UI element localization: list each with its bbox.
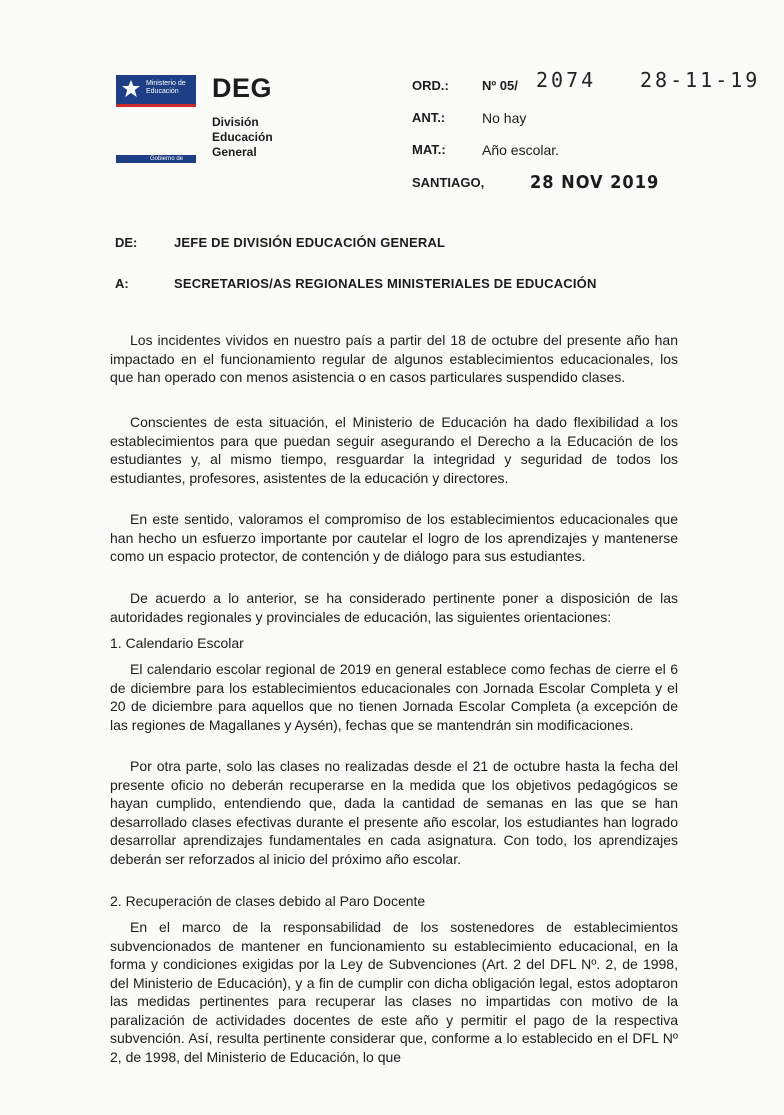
paragraph-2: Conscientes de esta situación, el Ministerio de Educación ha dado flexibilidad a los establecimientos para que puedan seguir asegurando el Derecho a la Educación de los estudiantes y, al mismo tiempo, resguardar la integridad y seguridad de todos los estudiantes, profesores, asistentes de la educación y directores. [110, 414, 678, 486]
to-label: A: [115, 276, 129, 291]
mat-value: Año escolar. [482, 142, 560, 158]
ministry-line2: Educación [146, 88, 179, 95]
ord-number-handwritten: 2074 [536, 68, 597, 92]
ant-value: No hay [482, 110, 527, 126]
to-value: SECRETARIOS/AS REGIONALES MINISTERIALES DE EDUCACIÓN [174, 276, 597, 291]
paragraph-7: En el marco de la responsabilidad de los sostenedores de establecimientos subvencionados de mantener en funcionamiento su establecimiento educacional, en la forma y condiciones exigidas por la Ley de Subvenciones (Art. 2 del DFL Nº. 2, de 1998, del Ministerio de Educación), y a fin de cumplir con dicha obligación legal, estos adoptaron las medidas pertinentes para recuperar las clases no impartidas con motivo de la paralización de actividades docentes de este año y permitir el pago de la respectiva subvención. Así, resulta pertinente considerar que, conforme a lo establecido en el DFL Nº 2, de 1998, del Ministerio de Educación, lo que [110, 919, 678, 1065]
division-name [212, 115, 273, 160]
ord-value: Nº 05/ [482, 78, 518, 93]
coat-of-arms-icon [121, 79, 141, 99]
paragraph-3: En este sentido, valoramos el compromiso de los establecimientos educacionales que han hecho un esfuerzo importante por cautelar el logro de los aprendizajes y mantenerse como un espacio protector, de contención y de diálogo para sus estudiantes. [110, 511, 678, 564]
from-value: JEFE DE DIVISIÓN EDUCACIÓN GENERAL [174, 235, 446, 250]
division-line2: Educación [212, 130, 273, 144]
paragraph-6: Por otra parte, solo las clases no realizadas desde el 21 de octubre hasta la fecha del presente oficio no deberán recuperarse en la medida que los objetivos pedagógicos se hayan cumplido, entendiendo que, dada la cantidad de semanas en las que se han desarrollado clases efectivas durante el presente año escolar, los estudiantes han logrado desarrollar aprendizajes fundamentales en cada asignatura. Con todo, los aprendizajes deberán ser reforzados al inicio del próximo año escolar. [110, 758, 678, 867]
ord-date-handwritten: 28-11-19 [640, 68, 761, 92]
division-line3: General [212, 145, 257, 159]
deg-title: DEG [212, 73, 273, 103]
from-label: DE: [115, 235, 138, 250]
ministry-logo [116, 75, 196, 170]
logo-blue-band [116, 75, 196, 104]
paragraph-1: Los incidentes vividos en nuestro país a partir del 18 de octubre del presente año han impactado en el funcionamiento regular de algunos establecimientos educacionales, los que han operado con menos asistencia o en casos particulares suspendido clases. [110, 332, 678, 385]
paragraph-5: El calendario escolar regional de 2019 en general establece como fechas de cierre el 6 de diciembre para los establecimientos educacionales con Jornada Escolar Completa y el 20 de diciembre para aquellos que no tienen Jornada Escolar Completa (a excepción de las regiones de Magallanes y Aysén), fechas que se mantendrán sin modificaciones. [110, 661, 678, 733]
gov-text: Gobierno de Chile [150, 156, 184, 170]
paragraph-4: De acuerdo a lo anterior, se ha considerado pertinente poner a disposición de las autoridades regionales y provinciales de educación, las siguientes orientaciones: [110, 590, 678, 625]
ord-label: ORD.: [412, 78, 449, 93]
date-stamp: 28 NOV 2019 [530, 172, 660, 193]
ministry-name [146, 80, 186, 96]
ant-label: ANT.: [412, 110, 446, 125]
ministry-line1: Ministerio de [146, 80, 186, 87]
logo-gov-band [116, 155, 196, 170]
logo-red-stripe [116, 104, 196, 107]
section-heading-1: 1. Calendario Escolar [110, 635, 244, 651]
section-heading-2: 2. Recuperación de clases debido al Paro Docente [110, 893, 426, 909]
city-label: SANTIAGO, [412, 175, 485, 190]
division-line1: División [212, 115, 259, 129]
mat-label: MAT.: [412, 142, 446, 157]
